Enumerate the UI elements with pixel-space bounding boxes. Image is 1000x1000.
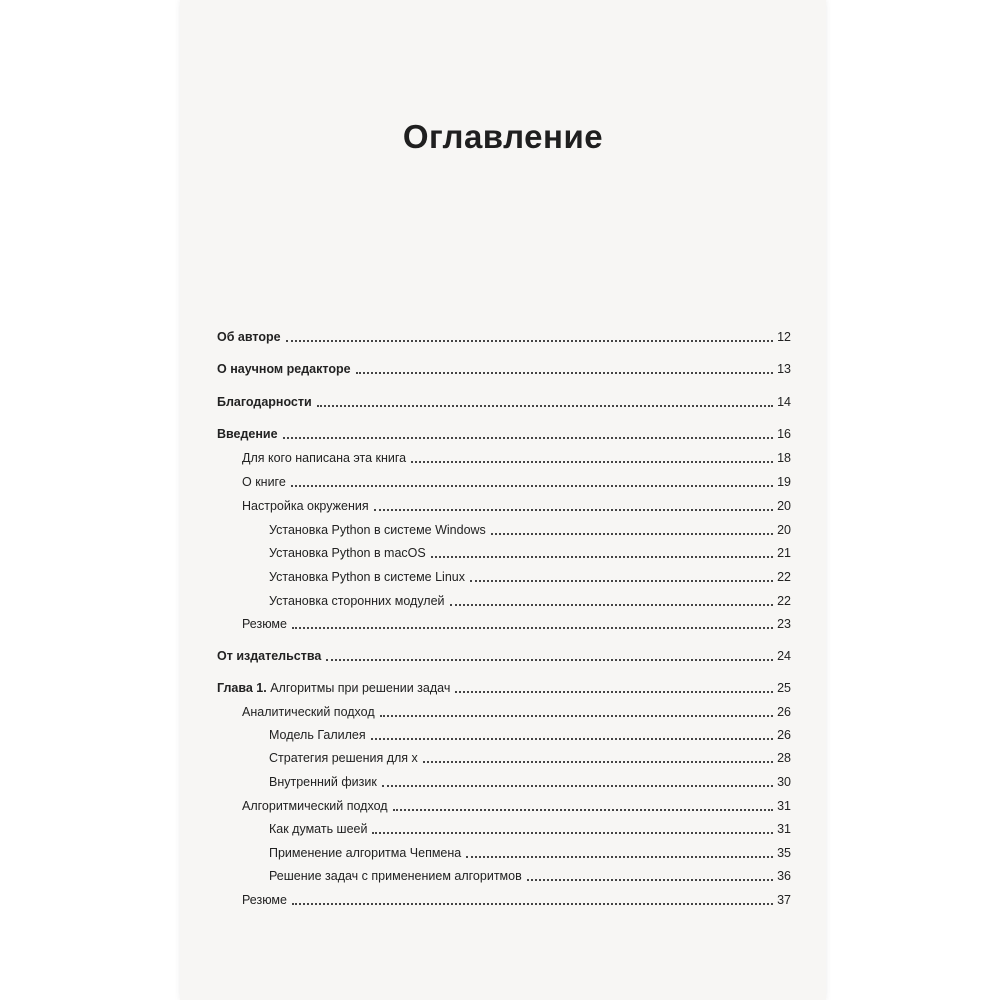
toc-entry-label: Резюме — [242, 893, 287, 907]
toc-entry-label: Установка Python в macOS — [269, 546, 426, 560]
toc-entry-page: 26 — [777, 705, 791, 719]
dot-leader — [466, 856, 773, 858]
dot-leader — [326, 659, 773, 661]
toc-chapter-entry — [217, 676, 791, 696]
toc-entry-label: Как думать шеей — [269, 822, 368, 836]
dot-leader — [374, 509, 773, 511]
toc-entry — [217, 494, 791, 514]
toc-entry — [217, 864, 791, 884]
toc-entry — [217, 794, 791, 814]
toc-entry-page: 21 — [777, 546, 791, 560]
toc-entry — [217, 390, 791, 410]
dot-leader — [450, 604, 774, 606]
toc-entry-page: 20 — [777, 499, 791, 513]
toc-entry-label: Применение алгоритма Чепмена — [269, 846, 462, 860]
dot-leader — [393, 809, 774, 811]
toc-entry-page: 19 — [777, 475, 791, 489]
toc-entry-page: 31 — [777, 822, 791, 836]
toc-entry-label: Аналитический подход — [242, 705, 375, 719]
dot-leader — [292, 627, 773, 629]
toc-entry — [217, 541, 791, 561]
toc-entry-label: Модель Галилея — [269, 728, 366, 742]
toc-entry — [217, 357, 791, 377]
toc-entry-page: 16 — [777, 427, 791, 441]
toc-entry — [217, 422, 791, 442]
toc-entry-page: 22 — [777, 570, 791, 584]
toc-entry-page: 13 — [777, 362, 791, 376]
toc-entry-page: 20 — [777, 523, 791, 537]
toc-entry-label: Внутренний физик — [269, 775, 377, 789]
dot-leader — [470, 580, 773, 582]
toc-entry — [217, 817, 791, 837]
toc-entry — [217, 841, 791, 861]
toc-entry-label: Алгоритмический подход — [242, 799, 388, 813]
toc-entry-label: Алгоритмы при решении задач — [270, 681, 451, 695]
toc-entry-label: Установка Python в системе Windows — [269, 523, 486, 537]
dot-leader — [431, 556, 773, 558]
dot-leader — [317, 405, 773, 407]
toc-entry-page: 23 — [777, 617, 791, 631]
toc-entry-page: 24 — [777, 649, 791, 663]
dot-leader — [356, 372, 774, 374]
toc-entry — [217, 700, 791, 720]
dot-leader — [283, 437, 774, 439]
page-title: Оглавление — [402, 118, 604, 155]
toc-entry-page: 35 — [777, 846, 791, 860]
toc-entry-page: 37 — [777, 893, 791, 907]
toc-entry — [217, 589, 791, 609]
toc-entry — [217, 612, 791, 632]
toc-entry-label: Установка сторонних модулей — [269, 594, 445, 608]
chapter-number: Глава 1. — [217, 681, 271, 695]
toc-entry-label: Стратегия решения для x — [269, 751, 418, 765]
toc-entry-page: 31 — [777, 799, 791, 813]
toc-entry — [217, 518, 791, 538]
toc-entry-page: 22 — [777, 594, 791, 608]
toc-entry — [217, 446, 791, 466]
dot-leader — [380, 715, 773, 717]
toc-entry-page: 14 — [777, 395, 791, 409]
toc-entry-label: О книге — [242, 475, 286, 489]
toc-entry-page: 36 — [777, 869, 791, 883]
toc-entry-label: Для кого написана эта книга — [242, 451, 407, 465]
dot-leader — [372, 832, 773, 834]
toc-entry-label: Об авторе — [217, 330, 281, 344]
dot-leader — [411, 461, 773, 463]
dot-leader — [292, 903, 773, 905]
toc-entry — [217, 746, 791, 766]
dot-leader — [371, 738, 773, 740]
dot-leader — [286, 340, 774, 342]
toc-entry-label: О научном редакторе — [217, 362, 351, 376]
toc-entry — [217, 888, 791, 908]
toc-entry-label: От издательства — [217, 649, 322, 663]
toc-entry — [217, 565, 791, 585]
toc-entry — [217, 770, 791, 790]
toc-entry-page: 12 — [777, 330, 791, 344]
dot-leader — [291, 485, 773, 487]
toc-entry — [217, 470, 791, 490]
toc-entry-label: Благодарности — [217, 395, 312, 409]
toc-entry-page: 30 — [777, 775, 791, 789]
toc-entry-label: Настройка окружения — [242, 499, 369, 513]
toc-entry-label: Установка Python в системе Linux — [269, 570, 465, 584]
dot-leader — [491, 533, 773, 535]
dot-leader — [423, 761, 773, 763]
toc-entry — [217, 644, 791, 664]
dot-leader — [527, 879, 773, 881]
toc-entry-page: 26 — [777, 728, 791, 742]
toc-entry-page: 28 — [777, 751, 791, 765]
dot-leader — [382, 785, 773, 787]
toc-entry-label: Решение задач с применением алгоритмов — [269, 869, 522, 883]
toc-entry-label: Резюме — [242, 617, 287, 631]
toc-entry-page: 25 — [777, 681, 791, 695]
toc-entry — [217, 325, 791, 345]
dot-leader — [455, 691, 773, 693]
toc-entry-page: 18 — [777, 451, 791, 465]
toc-entry — [217, 723, 791, 743]
toc-entry-label: Введение — [217, 427, 278, 441]
